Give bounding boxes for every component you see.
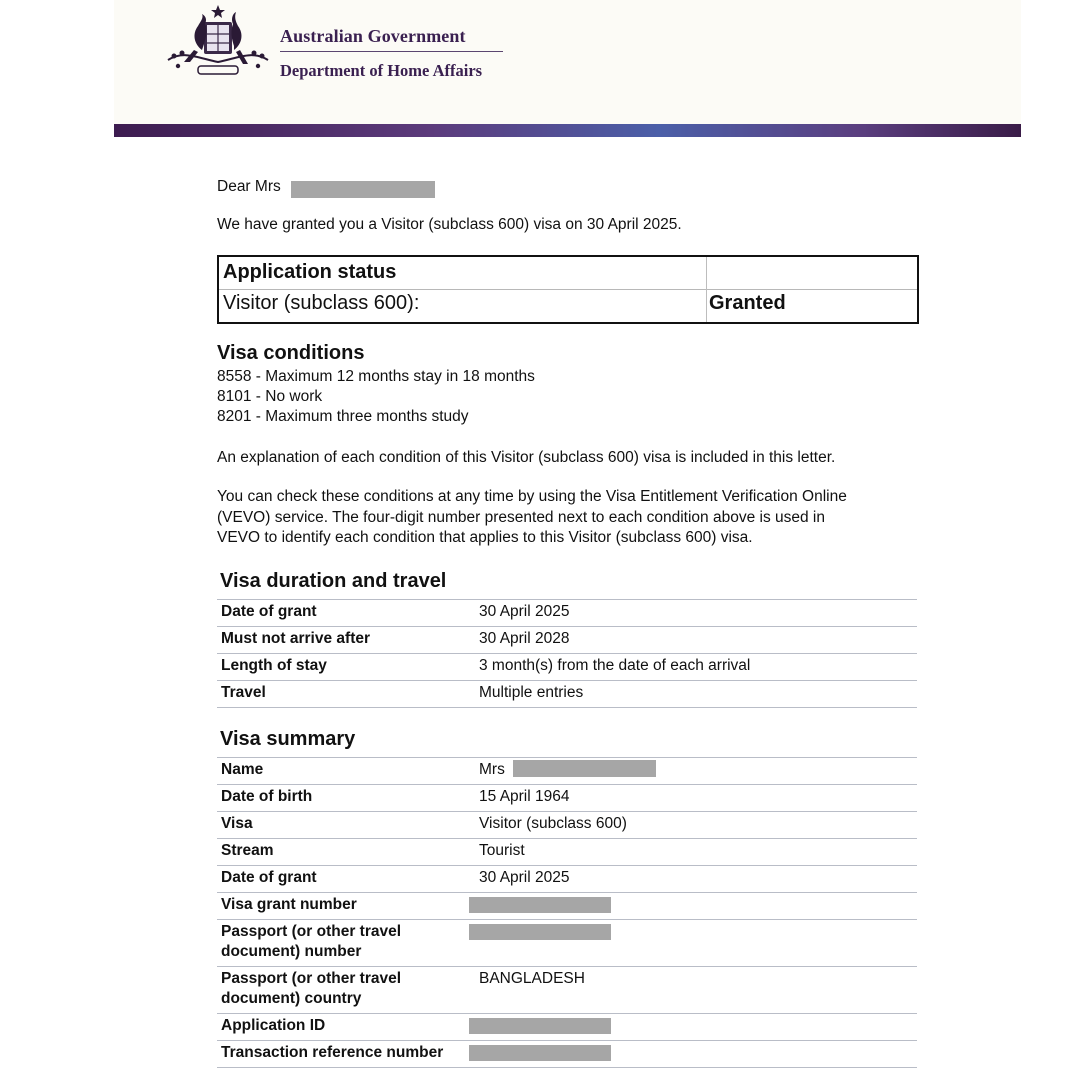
row-label: Application ID <box>221 1017 326 1034</box>
government-name: Australian Government <box>280 26 466 46</box>
row-value: Multiple entries <box>479 684 584 701</box>
coat-of-arms-icon <box>164 4 272 80</box>
row-label: Length of stay <box>221 657 327 674</box>
brand-bar <box>114 124 1021 137</box>
table-row <box>217 653 917 680</box>
summary-table <box>217 757 917 1068</box>
table-row <box>217 757 917 784</box>
row-value: 30 April 2025 <box>479 869 570 886</box>
row-label: Travel <box>221 684 266 701</box>
condition-item: 8101 - No work <box>217 388 323 405</box>
table-row <box>217 966 917 1013</box>
table-row <box>217 838 917 865</box>
row-label: Visa <box>221 815 253 832</box>
table-row <box>217 1040 917 1068</box>
table-row <box>217 1013 917 1040</box>
row-value: Mrs <box>479 761 505 778</box>
status-divider <box>219 289 917 290</box>
row-label: Must not arrive after <box>221 630 371 647</box>
table-row <box>217 919 917 966</box>
table-row <box>217 626 917 653</box>
summary-heading: Visa summary <box>220 728 356 750</box>
row-value: 15 April 1964 <box>479 788 570 805</box>
row-label: Date of grant <box>221 869 317 886</box>
table-row <box>217 784 917 811</box>
condition-item: 8201 - Maximum three months study <box>217 408 469 425</box>
grant-intro: We have granted you a Visitor (subclass 600) visa on 30 April 2025. <box>217 216 682 233</box>
vevo-paragraph-line: (VEVO) service. The four-digit number presented next to each condition above is used in <box>217 509 825 526</box>
table-row <box>217 680 917 708</box>
vevo-paragraph-line: You can check these conditions at any time by using the Visa Entitlement Verification Online <box>217 488 847 505</box>
status-column-divider <box>706 257 707 322</box>
row-label: Date of grant <box>221 603 317 620</box>
row-value: 30 April 2025 <box>479 603 570 620</box>
duration-table <box>217 599 917 708</box>
table-row <box>217 811 917 838</box>
table-row <box>217 599 917 626</box>
vevo-paragraph-line: VEVO to identify each condition that applies to this Visitor (subclass 600) visa. <box>217 529 753 546</box>
redacted-value <box>513 760 656 777</box>
letterhead-divider <box>280 51 503 52</box>
redacted-name <box>291 181 435 198</box>
row-value: 30 April 2028 <box>479 630 570 647</box>
conditions-heading: Visa conditions <box>217 342 365 364</box>
department-name: Department of Home Affairs <box>280 61 483 80</box>
row-label: Date of birth <box>221 788 313 805</box>
row-label: Stream <box>221 842 274 859</box>
redacted-value <box>469 897 611 913</box>
table-row <box>217 865 917 892</box>
duration-heading: Visa duration and travel <box>220 570 447 592</box>
redacted-value <box>469 924 611 940</box>
conditions-explanation: An explanation of each condition of this Visitor (subclass 600) visa is included in this letter. <box>217 449 836 466</box>
row-label: Visa grant number <box>221 896 357 913</box>
row-label: Passport (or other travel document) country <box>221 970 402 1007</box>
row-value: BANGLADESH <box>479 970 585 987</box>
status-label: Visitor (subclass 600): <box>223 292 420 314</box>
table-row <box>217 892 917 919</box>
row-value: Visitor (subclass 600) <box>479 815 627 832</box>
status-title: Application status <box>223 261 397 283</box>
row-label: Passport (or other travel document) number <box>221 923 402 960</box>
salutation: Dear Mrs <box>217 178 281 195</box>
row-value: Tourist <box>479 842 525 859</box>
application-status-box <box>217 255 919 324</box>
row-label: Transaction reference number <box>221 1044 444 1061</box>
condition-item: 8558 - Maximum 12 months stay in 18 months <box>217 368 535 385</box>
redacted-value <box>469 1045 611 1061</box>
row-label: Name <box>221 761 264 778</box>
status-value: Granted <box>709 292 786 314</box>
row-value: 3 month(s) from the date of each arrival <box>479 657 751 674</box>
redacted-value <box>469 1018 611 1034</box>
